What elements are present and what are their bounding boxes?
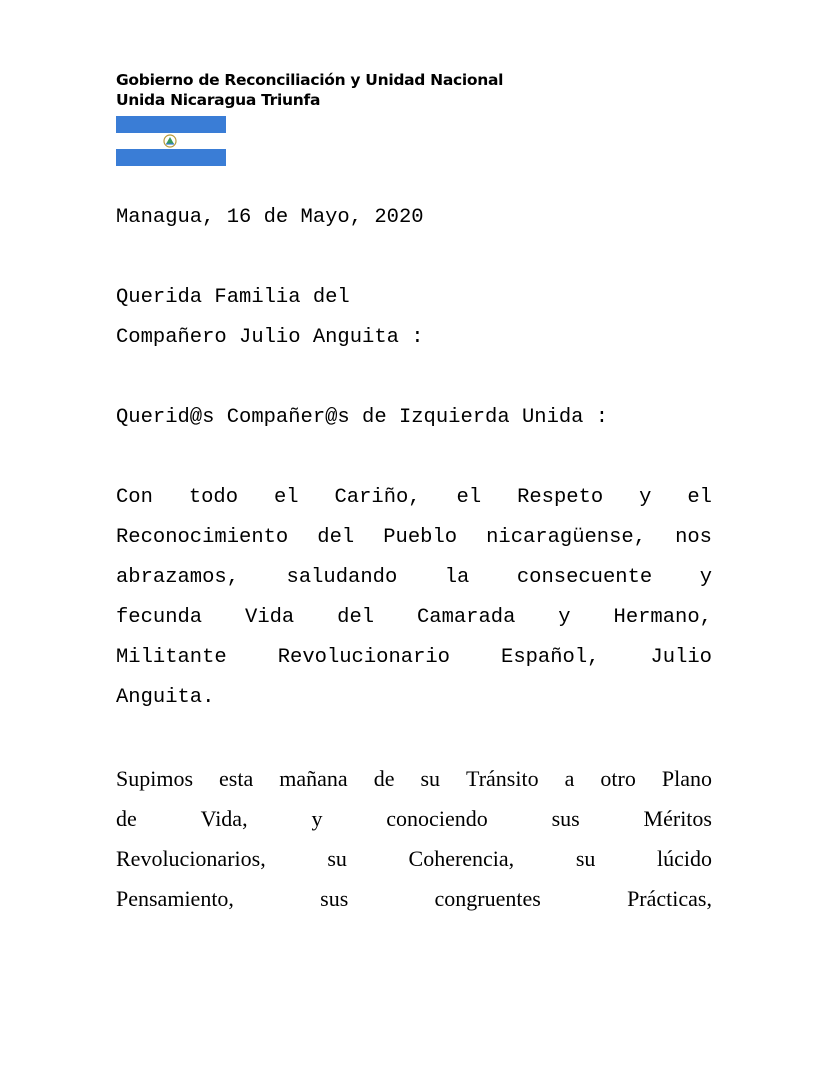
word: abrazamos, (116, 566, 240, 589)
word: la (444, 566, 470, 589)
paragraph-news (116, 759, 712, 919)
word: Revolucionario (277, 646, 450, 669)
nicaragua-flag (116, 116, 226, 166)
word: y (558, 606, 571, 629)
word: del (317, 526, 355, 549)
word: Hermano, (613, 606, 712, 629)
word: del (337, 606, 375, 629)
paragraph-line: Anguita. (116, 686, 215, 709)
word: nicaragüense, (486, 526, 647, 549)
word: Pensamiento, (116, 886, 234, 911)
word: otro (600, 766, 636, 791)
paragraph-line (116, 558, 712, 598)
word: Julio (650, 646, 712, 669)
word: a (564, 766, 575, 791)
word: y (311, 806, 323, 831)
letter-date (116, 198, 712, 238)
word: Con (116, 486, 153, 509)
greeting-line: Querida Familia del (116, 286, 350, 309)
greeting-line: Compañero Julio Anguita : (116, 326, 424, 349)
paragraph-line (116, 598, 712, 638)
word: el (687, 486, 712, 509)
word: Revolucionarios, (116, 846, 266, 871)
date-line: Managua, 16 de Mayo, 2020 (116, 206, 424, 229)
word: sus (320, 886, 349, 911)
nicaragua-coat-of-arms-icon (163, 134, 177, 148)
word: y (639, 486, 652, 509)
word: el (273, 486, 299, 509)
letterhead-government-name: Gobierno de Reconciliación y Unidad Nacional (116, 71, 504, 89)
paragraph-line (116, 839, 712, 879)
word: Plano (661, 766, 712, 791)
word: Vida, (200, 806, 248, 831)
letterhead-slogan: Unida Nicaragua Triunfa (116, 91, 321, 109)
word: Reconocimiento (116, 526, 289, 549)
greeting-line: Querid@s Compañer@s de Izquierda Unida : (116, 406, 609, 429)
word: Tránsito (466, 766, 539, 791)
flag-middle-band (116, 133, 226, 150)
word: Prácticas, (627, 886, 712, 911)
paragraph-line (116, 478, 712, 518)
word: y (699, 566, 712, 589)
flag-bottom-band (116, 149, 226, 166)
word: mañana (279, 766, 348, 791)
letterhead (116, 70, 503, 110)
word: Pueblo (383, 526, 458, 549)
greeting-family (116, 278, 712, 358)
word: Militante (116, 646, 227, 669)
word: sus (551, 806, 580, 831)
word: saludando (286, 566, 398, 589)
word: su (420, 766, 441, 791)
word: todo (188, 486, 239, 509)
word: Vida (245, 606, 295, 629)
flag-top-band (116, 116, 226, 133)
word: su (327, 846, 347, 871)
paragraph-line (116, 638, 712, 678)
word: esta (219, 766, 254, 791)
word: Méritos (643, 806, 712, 831)
paragraph-line (116, 879, 712, 919)
word: consecuente (516, 566, 653, 589)
word: Respeto (517, 486, 604, 509)
word: Cariño, (334, 486, 421, 509)
word: Supimos (116, 766, 194, 791)
word: su (575, 846, 596, 871)
word: de (116, 806, 137, 831)
paragraph-tribute (116, 478, 712, 718)
word: fecunda (116, 606, 203, 629)
paragraph-line (116, 799, 712, 839)
word: lúcido (657, 846, 712, 871)
word: Camarada (416, 606, 516, 629)
word: congruentes (434, 886, 541, 911)
word: Coherencia, (408, 846, 515, 871)
word: el (456, 486, 482, 509)
word: de (373, 766, 395, 791)
word: Español, (501, 646, 600, 669)
paragraph-line (116, 518, 712, 558)
greeting-comrades (116, 398, 712, 438)
paragraph-line (116, 759, 712, 799)
word: conociendo (386, 806, 488, 831)
word: nos (675, 526, 712, 549)
